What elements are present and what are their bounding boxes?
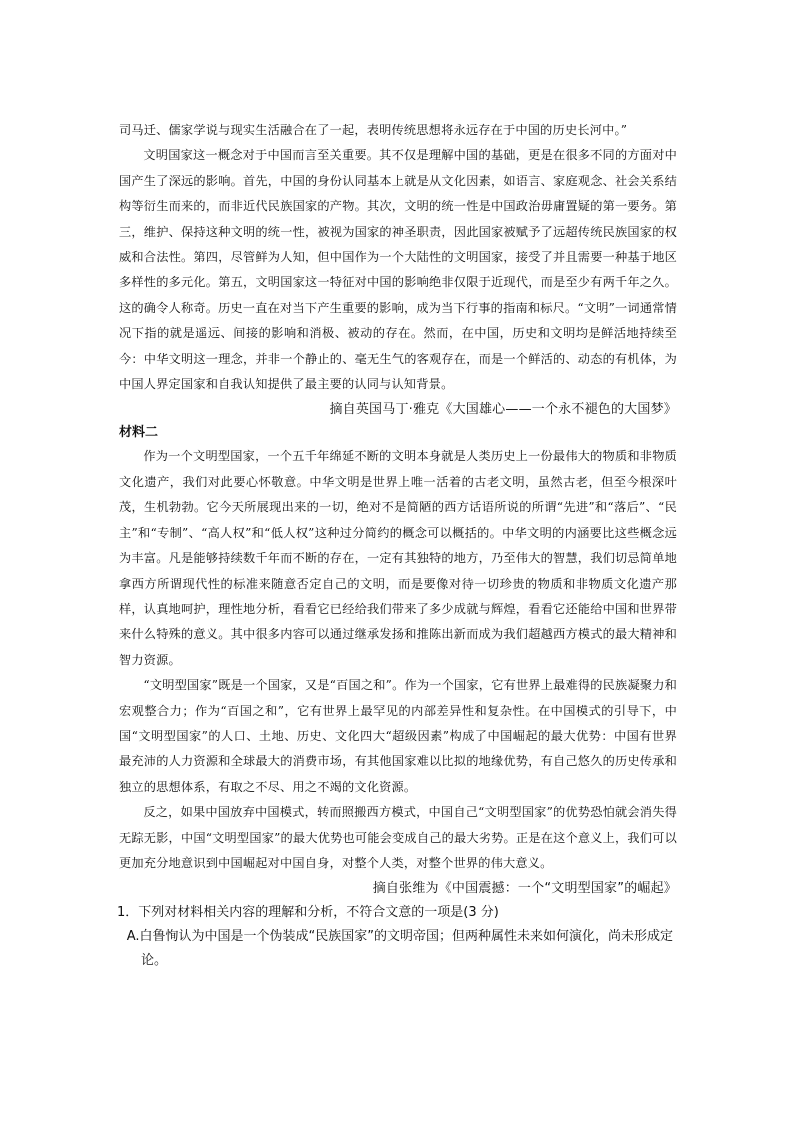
material2-paragraph-2: “文明型国家”既是一个国家，又是“百国之和”。作为一个国家，它有世界上最难得的民族凝聚力和宏观整合力；作为“百国之和”，它有世界上最罕见的内部差异性和复杂性。在中国模式的引导下，中国“文明型国家”的人口、土地、历史、文化四大“超级因素”构成了中国崛起的最大优势：中国有世界最充沛的人力资源和全球最大的消费市场，有其他国家难以比拟的地缘优势，有自己悠久的历史传承和独立的思想体系，有取之不尽、用之不竭的文化资源。 — [119, 678, 677, 794]
material2-paragraph-3: 反之，如果中国放弃中国模式，转而照搬西方模式，中国自己“文明型国家”的优势恐怕就会消失得无踪无影，中国“文明型国家”的最大优势也可能会变成自己的最大劣势。正是在这个意义上，我们可以更加充分地意识到中国崛起对中国自身，对整个人类，对整个世界的伟大意义。 — [119, 805, 677, 870]
material1-source: 摘自英国马丁·雅克《大国雄心——一个永不褪色的大国梦》 — [329, 402, 677, 418]
material2-heading: 材料二 — [119, 425, 159, 441]
material1-paragraph: 文明国家这一概念对于中国而言至关重要。其不仅是理解中国的基础，更是在很多不同的方面对中国产生了深远的影响。首先，中国的身份认同基本上就是从文化因素，如语言、家庭观念、社会关系结构等衍生而来的，而非近代民族国家的产物。其次，文明的统一性是中国政治毋庸置疑的第一要务。第三，维护、保持这种文明的统一性，被视为国家的神圣职责，因此国家被赋予了远超传统民族国家的权威和合法性。第四，尽管鲜为人知，但中国作为一个大陆性的文明国家，接受了并且需要一种基于地区多样性的多元化。第五，文明国家这一特征对中国的影响绝非仅限于近现代，而是至少有两千年之久。这的确令人称奇。历史一直在对当下产生重要的影响，成为当下行事的指南和标尺。“文明”一词通常情况下指的就是遥远、间接的影响和消极、被动的存在。然而，在中国，历史和文明均是鲜活地持续至今：中华文明这一理念，并非一个静止的、毫无生气的客观存在，而是一个鲜活的、动态的有机体，为中国人界定国家和自我认知提供了最主要的认同与认知背景。 — [119, 148, 677, 392]
material2-source: 摘自张维为《中国震撼：一个“文明型国家”的崛起》 — [372, 881, 677, 897]
question-1-stem: 1．下列对材料相关内容的理解和分析，不符合文意的一项是(3 分) — [117, 905, 499, 921]
material1-continued-paragraph: 司马迁、儒家学说与现实生活融合在了一起，表明传统思想将永远存在于中国的历史长河中。” — [119, 123, 628, 137]
question-1-option-a[interactable]: A.白鲁恂认为中国是一个伪装成“民族国家”的文明帝国；但两种属性未来如何演化，尚未形成定论。 — [126, 929, 673, 969]
material2-paragraph-1: 作为一个文明型国家，一个五千年绵延不断的文明本身就是人类历史上一份最伟大的物质和非物质文化遗产，我们对此要心怀敬意。中华文明是世界上唯一活着的古老文明，虽然古老，但至今根深叶茂，生机勃勃。它今天所展现出来的一切，绝对不是简陋的西方话语所说的所谓“先进”和“落后”、“民主”和“专制”、“高人权”和“低人权”这种过分简约的概念可以概括的。中华文明的内涵要比这些概念远为丰富。凡是能够持续数千年而不断的存在，一定有其独特的地方，乃至伟大的智慧，我们切忌简单地拿西方所谓现代性的标准来随意否定自己的文明，而是要像对待一切珍贵的物质和非物质文化遗产那样，认真地呵护，理性地分析，看看它已经给我们带来了多少成就与辉煌，看看它还能给中国和世界带来什么特殊的意义。其中很多内容可以通过继承发扬和推陈出新而成为我们超越西方模式的最大精神和智力资源。 — [119, 449, 677, 667]
page-content — [119, 118, 677, 973]
